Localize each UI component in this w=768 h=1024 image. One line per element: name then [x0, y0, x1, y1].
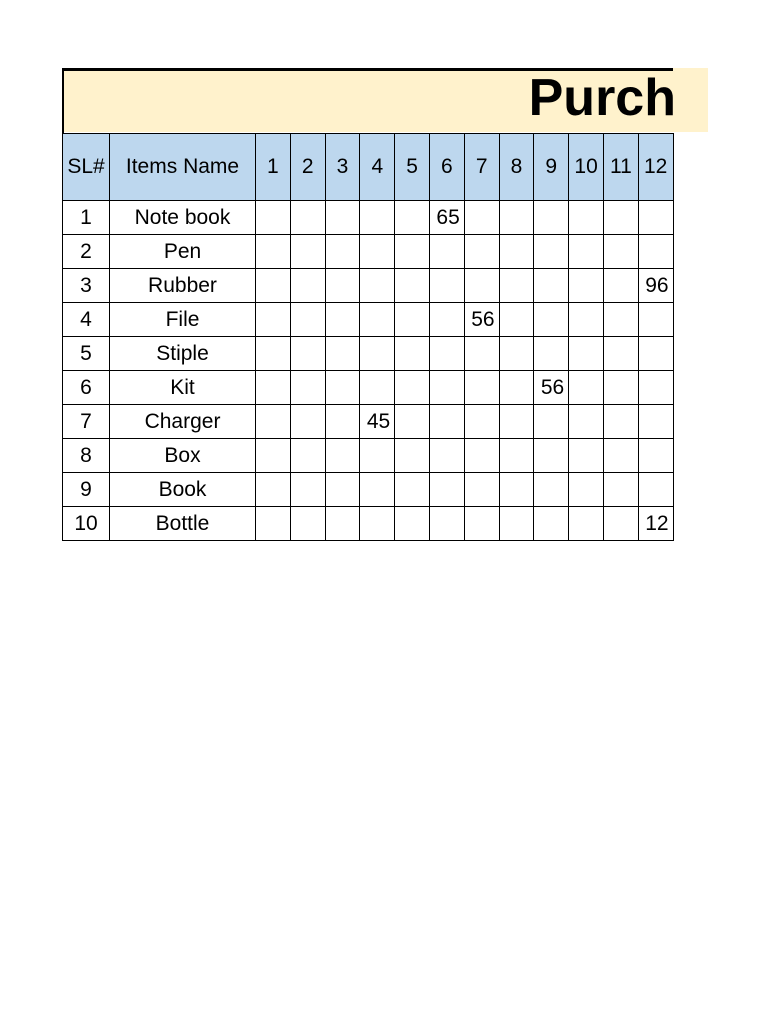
cell-month-9[interactable]	[534, 235, 569, 269]
cell-month-11[interactable]	[603, 405, 638, 439]
cell-month-10[interactable]	[569, 439, 604, 473]
header-month-10[interactable]: 10	[569, 134, 604, 201]
cell-month-4[interactable]	[360, 473, 395, 507]
header-month-12[interactable]: 12	[638, 134, 673, 201]
cell-month-9[interactable]	[534, 473, 569, 507]
cell-month-11[interactable]	[603, 201, 638, 235]
cell-month-7[interactable]	[464, 473, 499, 507]
cell-month-1[interactable]	[256, 405, 291, 439]
cell-month-12[interactable]	[638, 201, 673, 235]
header-month-8[interactable]: 8	[499, 134, 534, 201]
header-month-7[interactable]: 7	[464, 134, 499, 201]
cell-month-11[interactable]	[603, 269, 638, 303]
cell-month-8[interactable]	[499, 337, 534, 371]
cell-month-4[interactable]	[360, 507, 395, 541]
cell-month-10[interactable]	[569, 337, 604, 371]
cell-month-8[interactable]	[499, 201, 534, 235]
cell-month-9[interactable]	[534, 507, 569, 541]
cell-month-4[interactable]: 45	[360, 405, 395, 439]
cell-month-7[interactable]	[464, 337, 499, 371]
table-body	[63, 201, 674, 541]
cell-month-12[interactable]	[638, 235, 673, 269]
cell-month-7[interactable]	[464, 235, 499, 269]
cell-month-11[interactable]	[603, 337, 638, 371]
cell-month-2[interactable]	[290, 439, 325, 473]
cell-month-7[interactable]	[464, 405, 499, 439]
cell-sl[interactable]: 2	[63, 235, 110, 269]
cell-month-8[interactable]	[499, 439, 534, 473]
cell-month-4[interactable]	[360, 337, 395, 371]
cell-month-2[interactable]	[290, 371, 325, 405]
cell-month-2[interactable]	[290, 473, 325, 507]
cell-month-1[interactable]	[256, 507, 291, 541]
cell-month-9[interactable]	[534, 405, 569, 439]
table-row	[63, 235, 674, 269]
cell-month-1[interactable]	[256, 303, 291, 337]
cell-month-8[interactable]	[499, 235, 534, 269]
cell-item-name[interactable]: Note book	[110, 201, 256, 235]
cell-sl[interactable]: 7	[63, 405, 110, 439]
cell-month-12[interactable]: 12	[638, 507, 673, 541]
cell-month-6[interactable]	[429, 439, 464, 473]
cell-month-1[interactable]	[256, 439, 291, 473]
cell-month-5[interactable]	[395, 303, 430, 337]
cell-month-9[interactable]	[534, 337, 569, 371]
cell-month-3[interactable]	[325, 235, 360, 269]
cell-month-2[interactable]	[290, 269, 325, 303]
cell-month-5[interactable]	[395, 507, 430, 541]
cell-month-9[interactable]: 56	[534, 371, 569, 405]
cell-month-10[interactable]	[569, 405, 604, 439]
cell-month-1[interactable]	[256, 235, 291, 269]
cell-month-3[interactable]	[325, 337, 360, 371]
header-month-11[interactable]: 11	[603, 134, 638, 201]
table-row	[63, 303, 674, 337]
cell-month-8[interactable]	[499, 405, 534, 439]
cell-month-3[interactable]	[325, 405, 360, 439]
cell-month-9[interactable]	[534, 269, 569, 303]
sheet-title: Purch	[528, 69, 676, 127]
cell-sl[interactable]: 9	[63, 473, 110, 507]
cell-month-6[interactable]: 65	[429, 201, 464, 235]
table-row	[63, 473, 674, 507]
cell-month-4[interactable]	[360, 235, 395, 269]
table-row	[63, 405, 674, 439]
cell-month-4[interactable]	[360, 269, 395, 303]
cell-month-11[interactable]	[603, 507, 638, 541]
cell-month-7[interactable]	[464, 201, 499, 235]
table-row	[63, 269, 674, 303]
cell-month-8[interactable]	[499, 473, 534, 507]
cell-month-11[interactable]	[603, 303, 638, 337]
table-row	[63, 507, 674, 541]
header-month-1[interactable]: 1	[256, 134, 291, 201]
header-month-6[interactable]: 6	[429, 134, 464, 201]
cell-month-10[interactable]	[569, 235, 604, 269]
cell-sl[interactable]: 5	[63, 337, 110, 371]
cell-month-7[interactable]	[464, 269, 499, 303]
cell-month-5[interactable]	[395, 473, 430, 507]
cell-month-3[interactable]	[325, 269, 360, 303]
cell-month-5[interactable]	[395, 371, 430, 405]
cell-month-11[interactable]	[603, 371, 638, 405]
cell-month-1[interactable]	[256, 473, 291, 507]
cell-month-4[interactable]	[360, 371, 395, 405]
cell-month-2[interactable]	[290, 507, 325, 541]
cell-month-4[interactable]	[360, 439, 395, 473]
cell-month-1[interactable]	[256, 269, 291, 303]
cell-month-6[interactable]	[429, 507, 464, 541]
cell-month-10[interactable]	[569, 303, 604, 337]
cell-month-8[interactable]	[499, 507, 534, 541]
cell-month-11[interactable]	[603, 439, 638, 473]
cell-month-2[interactable]	[290, 405, 325, 439]
cell-month-4[interactable]	[360, 303, 395, 337]
cell-month-4[interactable]	[360, 201, 395, 235]
cell-month-10[interactable]	[569, 507, 604, 541]
cell-month-3[interactable]	[325, 303, 360, 337]
header-month-5[interactable]: 5	[395, 134, 430, 201]
cell-month-11[interactable]	[603, 235, 638, 269]
cell-month-12[interactable]: 96	[638, 269, 673, 303]
cell-month-3[interactable]	[325, 507, 360, 541]
header-month-4[interactable]: 4	[360, 134, 395, 201]
cell-month-12[interactable]	[638, 439, 673, 473]
cell-month-8[interactable]	[499, 371, 534, 405]
cell-item-name[interactable]: Rubber	[110, 269, 256, 303]
cell-month-2[interactable]	[290, 235, 325, 269]
table-row	[63, 337, 674, 371]
cell-month-5[interactable]	[395, 235, 430, 269]
cell-month-7[interactable]	[464, 371, 499, 405]
cell-month-3[interactable]	[325, 201, 360, 235]
cell-item-name[interactable]: Charger	[110, 405, 256, 439]
header-row	[63, 134, 674, 201]
cell-month-2[interactable]	[290, 337, 325, 371]
cell-month-12[interactable]	[638, 473, 673, 507]
header-items-name[interactable]: Items Name	[110, 134, 256, 201]
cell-sl[interactable]: 4	[63, 303, 110, 337]
cell-month-8[interactable]	[499, 303, 534, 337]
cell-month-10[interactable]	[569, 269, 604, 303]
cell-sl[interactable]: 8	[63, 439, 110, 473]
cell-sl[interactable]: 6	[63, 371, 110, 405]
cell-month-5[interactable]	[395, 405, 430, 439]
cell-month-10[interactable]	[569, 371, 604, 405]
cell-item-name[interactable]: File	[110, 303, 256, 337]
cell-month-9[interactable]	[534, 201, 569, 235]
cell-month-5[interactable]	[395, 201, 430, 235]
cell-month-6[interactable]	[429, 235, 464, 269]
cell-month-12[interactable]	[638, 337, 673, 371]
cell-item-name[interactable]: Bottle	[110, 507, 256, 541]
cell-month-8[interactable]	[499, 269, 534, 303]
cell-month-3[interactable]	[325, 439, 360, 473]
cell-month-6[interactable]	[429, 473, 464, 507]
cell-month-3[interactable]	[325, 371, 360, 405]
cell-month-7[interactable]: 56	[464, 303, 499, 337]
cell-month-6[interactable]	[429, 371, 464, 405]
cell-month-6[interactable]	[429, 303, 464, 337]
header-sl[interactable]: SL#	[63, 134, 110, 201]
cell-month-10[interactable]	[569, 201, 604, 235]
cell-month-6[interactable]	[429, 269, 464, 303]
cell-month-5[interactable]	[395, 337, 430, 371]
cell-month-5[interactable]	[395, 269, 430, 303]
cell-sl[interactable]: 1	[63, 201, 110, 235]
table-row	[63, 439, 674, 473]
cell-month-12[interactable]	[638, 405, 673, 439]
cell-month-11[interactable]	[603, 473, 638, 507]
cell-item-name[interactable]: Box	[110, 439, 256, 473]
cell-month-6[interactable]	[429, 405, 464, 439]
table-row	[63, 201, 674, 235]
header-month-2[interactable]: 2	[290, 134, 325, 201]
cell-month-7[interactable]	[464, 439, 499, 473]
cell-month-10[interactable]	[569, 473, 604, 507]
purchase-table	[62, 133, 674, 541]
cell-sl[interactable]: 3	[63, 269, 110, 303]
cell-item-name[interactable]: Pen	[110, 235, 256, 269]
cell-item-name[interactable]: Kit	[110, 371, 256, 405]
cell-month-3[interactable]	[325, 473, 360, 507]
cell-sl[interactable]: 10	[63, 507, 110, 541]
header-month-9[interactable]: 9	[534, 134, 569, 201]
cell-month-7[interactable]	[464, 507, 499, 541]
cell-month-9[interactable]	[534, 303, 569, 337]
cell-item-name[interactable]: Book	[110, 473, 256, 507]
header-month-3[interactable]: 3	[325, 134, 360, 201]
cell-month-2[interactable]	[290, 303, 325, 337]
cell-month-1[interactable]	[256, 337, 291, 371]
cell-month-12[interactable]	[638, 371, 673, 405]
cell-month-2[interactable]	[290, 201, 325, 235]
cell-month-6[interactable]	[429, 337, 464, 371]
cell-item-name[interactable]: Stiple	[110, 337, 256, 371]
cell-month-1[interactable]	[256, 371, 291, 405]
cell-month-9[interactable]	[534, 439, 569, 473]
cell-month-12[interactable]	[638, 303, 673, 337]
cell-month-1[interactable]	[256, 201, 291, 235]
table-row	[63, 371, 674, 405]
cell-month-5[interactable]	[395, 439, 430, 473]
